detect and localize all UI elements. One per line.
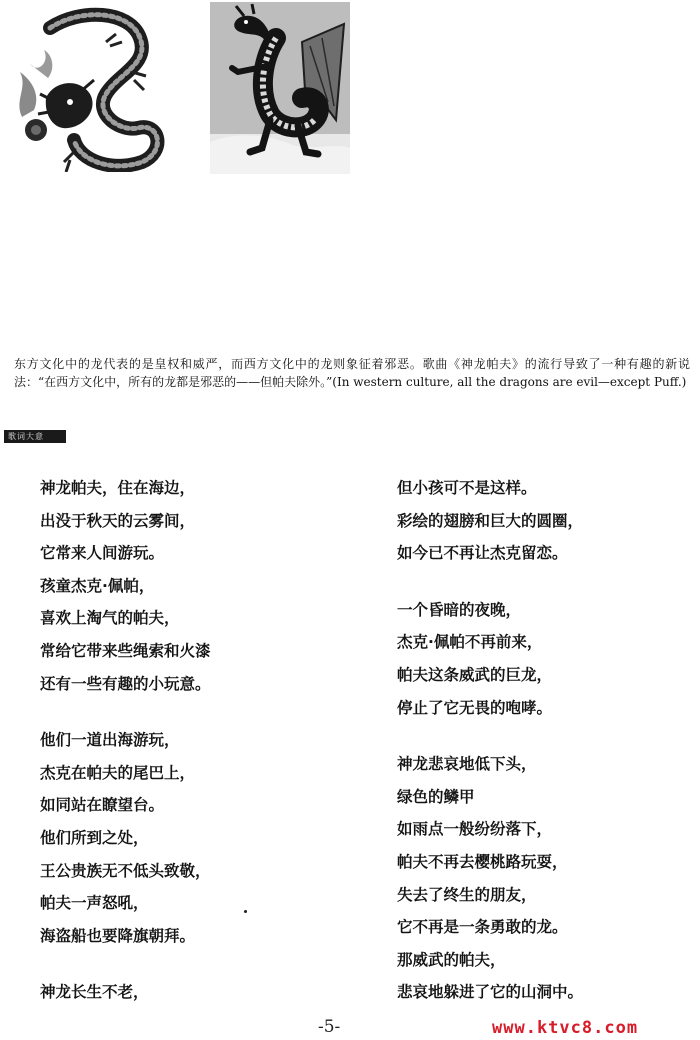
lyric-line: 王公贵族无不低头致敬，: [40, 861, 211, 880]
lyric-line: 海盗船也要降旗朝拜。: [40, 926, 196, 945]
lyric-line: 彩绘的翅膀和巨大的圆圈，: [397, 511, 584, 530]
western-dragon-illustration: [210, 2, 350, 174]
lyric-line: 如雨点一般纷纷落下，: [397, 820, 553, 839]
lyric-line: 神龙悲哀地低下头，: [397, 755, 537, 774]
lyric-line: 绿色的鳞甲: [397, 787, 475, 806]
site-watermark: www.ktvc8.com: [492, 1018, 639, 1038]
lyric-line: 一个昏暗的夜晚，: [397, 600, 522, 619]
lyric-line: 常给它带来些绳索和火漆: [40, 641, 211, 660]
stanza-gap: [40, 952, 340, 976]
lyric-line: 如同站在瞭望台。: [40, 796, 165, 815]
lyric-line: 悲哀地躲进了它的山洞中。: [397, 983, 584, 1002]
eastern-dragon-illustration: [10, 2, 180, 172]
stray-dot: [244, 910, 247, 913]
lyric-line: 帕夫一声怒吼，: [40, 894, 149, 913]
lyric-line: 帕夫不再去樱桃路玩耍，: [397, 852, 568, 871]
lyric-line: 那威武的帕夫，: [397, 950, 506, 969]
lyric-line: 它常来人间游玩。: [40, 544, 165, 563]
lyric-line: 孩童杰克·佩帕，: [40, 576, 155, 595]
lyric-line: 出没于秋天的云雾间，: [40, 511, 196, 530]
stanza-gap: [397, 570, 687, 594]
lyrics-right-column: [397, 472, 687, 1009]
lyric-line: 他们一道出海游玩，: [40, 731, 180, 750]
lyric-line: 但小孩可不是这样。: [397, 479, 537, 497]
lyric-line: 帕夫这条威武的巨龙，: [397, 665, 553, 684]
lyric-line: 如今已不再让杰克留恋。: [397, 544, 568, 563]
lyric-line: 失去了终生的朋友，: [397, 885, 537, 904]
intro-paragraph: 东方文化中的龙代表的是皇权和威严，而西方文化中的龙则象征着邪恶。歌曲《神龙帕夫》的流行导致了一种有趣的新说法：“在西方文化中，所有的龙都是邪恶的——但帕夫除外。”(In western culture, all the dragons are evil—except Puff.): [14, 357, 690, 389]
lyric-line: 喜欢上淘气的帕夫，: [40, 609, 180, 628]
lyric-line: 杰克·佩帕不再前来，: [397, 633, 543, 652]
lyric-line: 它不再是一条勇敢的龙。: [397, 918, 568, 937]
stanza-gap: [40, 700, 340, 724]
stanza-gap: [397, 724, 687, 748]
lyric-line: 他们所到之处，: [40, 828, 149, 847]
page-number: -5-: [318, 1017, 341, 1037]
lyrics-left-column: [40, 472, 340, 1009]
lyric-line: 还有一些有趣的小玩意。: [40, 674, 211, 693]
section-tag: 歌词大意: [4, 430, 66, 443]
lyric-line: 杰克在帕夫的尾巴上，: [40, 763, 196, 782]
lyric-line: 神龙帕夫，住在海边，: [40, 479, 196, 497]
lyric-line: 神龙长生不老，: [40, 983, 149, 1002]
lyric-line: 停止了它无畏的咆哮。: [397, 698, 553, 717]
